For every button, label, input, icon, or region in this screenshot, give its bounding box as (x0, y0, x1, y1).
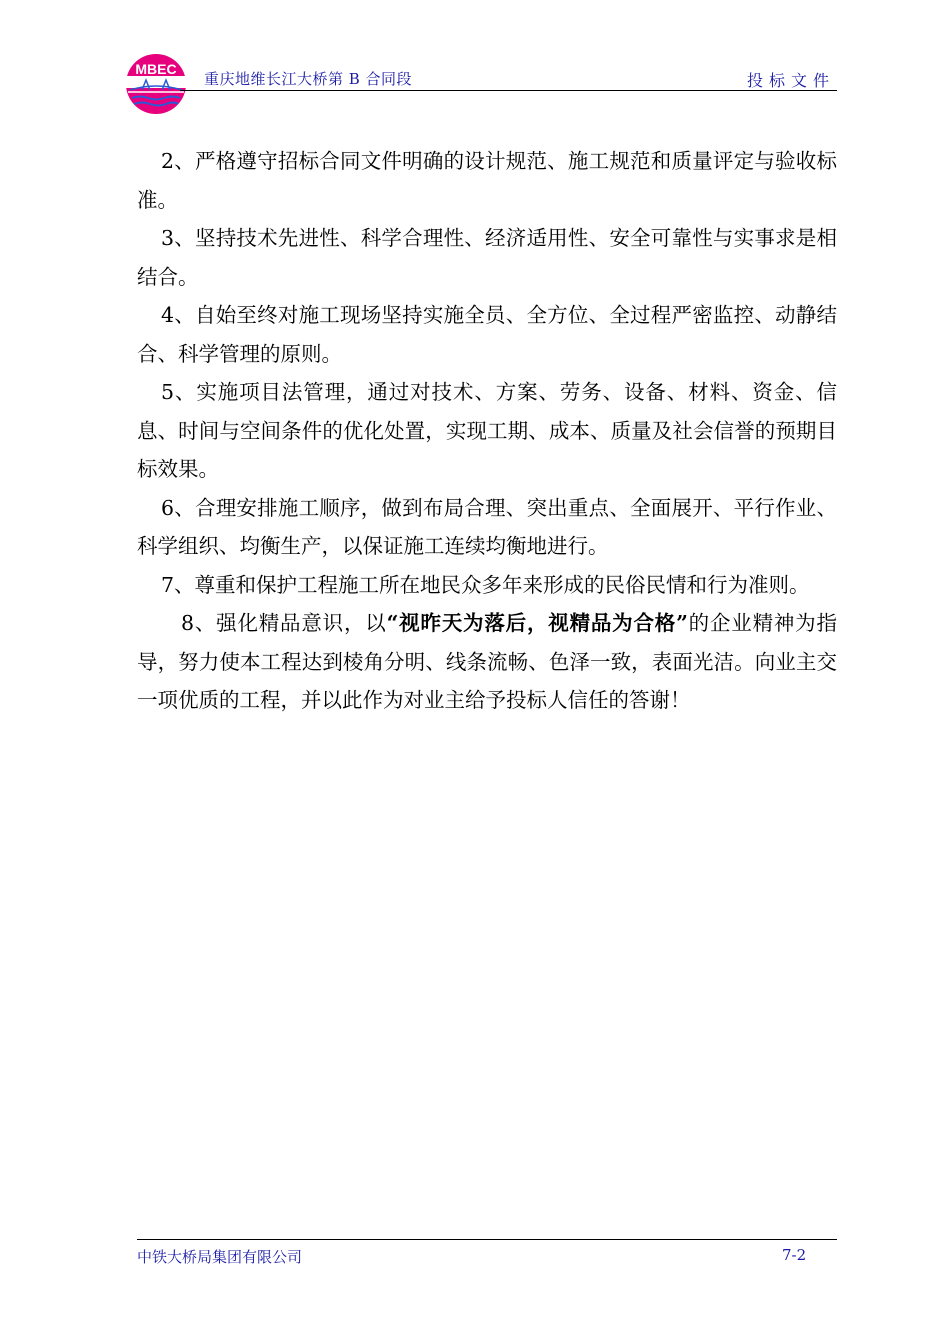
paragraph: 6、合理安排施工顺序，做到布局合理、突出重点、全面展开、平行作业、科学组织、均衡生产，以保证施工连续均衡地进行。 (137, 495, 837, 558)
paragraph: 3、坚持技术先进性、科学合理性、经济适用性、安全可靠性与实事求是相结合。 (137, 226, 837, 289)
paragraph-text: 的企业精神为指导，努力使本工程达到棱角分明、线条流畅、色泽一致，表面光洁。向业主交一项优质的工程，并以此作为对业主给予投标人信任的答谢！ (137, 611, 837, 712)
paragraph: 4、自始至终对施工现场坚持实施全员、全方位、全过程严密监控、动静结合、科学管理的原则。 (137, 303, 837, 366)
paragraph-text: 8、强化精品意识，以 (181, 611, 387, 635)
logo-text: MBEC (135, 61, 177, 77)
header-divider (180, 90, 837, 91)
mbec-logo-icon (124, 52, 188, 116)
paragraph: 2、严格遵守招标合同文件明确的设计规范、施工规范和质量评定与验收标准。 (137, 149, 837, 212)
company-logo (124, 52, 188, 116)
project-title: 重庆地维长江大桥第 B 合同段 (204, 70, 413, 88)
company-name: 中铁大桥局集团有限公司 (137, 1248, 303, 1266)
paragraph: 5、实施项目法管理，通过对技术、方案、劳务、设备、材料、资金、信息、时间与空间条件的优化处置，实现工期、成本、质量及社会信誉的预期目标效果。 (137, 380, 837, 481)
page-number: 7-2 (782, 1246, 807, 1264)
paragraph: 7、尊重和保护工程施工所在地民众多年来形成的民俗民情和行为准则。 (161, 572, 810, 597)
document-type: 投标文件 (746, 71, 835, 90)
footer-divider (137, 1239, 837, 1240)
paragraph (137, 604, 837, 720)
emphasized-slogan: “视昨天为落后，视精品为合格” (386, 611, 688, 635)
document-body (137, 142, 837, 720)
